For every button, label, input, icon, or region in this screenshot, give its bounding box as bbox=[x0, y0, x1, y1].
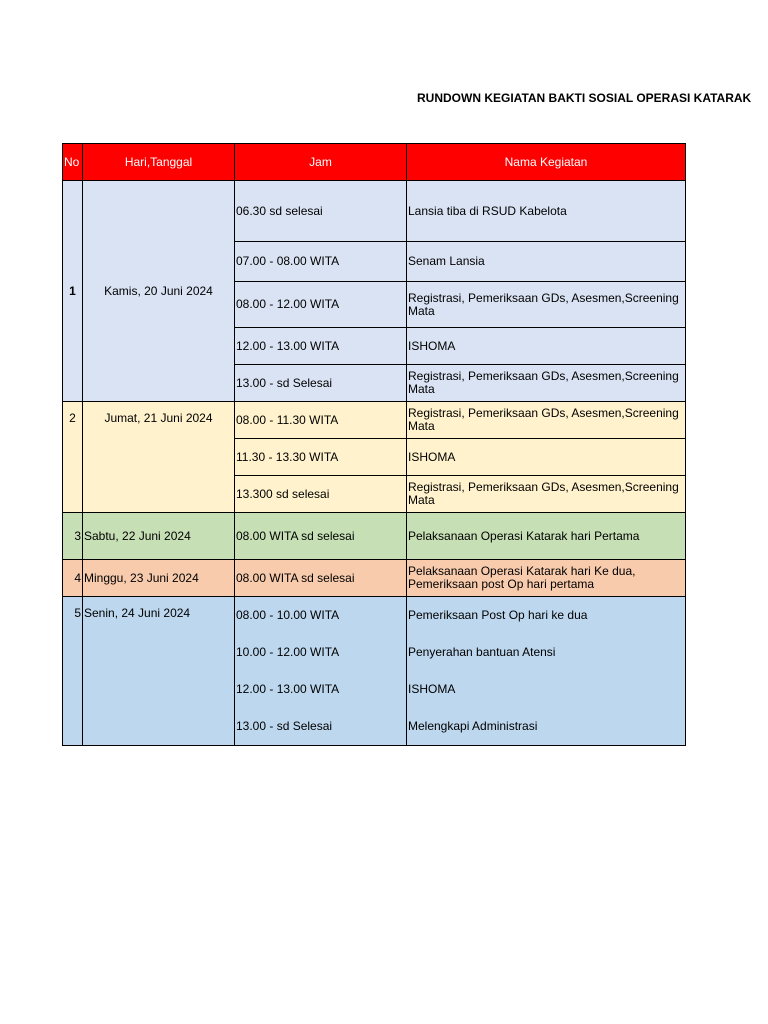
header-time: Jam bbox=[235, 144, 407, 181]
activity-cell: Registrasi, Pemeriksaan GDs, Asesmen,Screening Mata bbox=[407, 476, 686, 513]
activity-cell: Pelaksanaan Operasi Katarak hari Ke dua, Pemeriksaan post Op hari pertama bbox=[407, 560, 686, 597]
time-cell: 13.300 sd selesai bbox=[235, 476, 407, 513]
day-date: Sabtu, 22 Juni 2024 bbox=[83, 513, 235, 560]
time-cell: 12.00 - 13.00 WITA bbox=[235, 671, 407, 708]
table-row bbox=[63, 513, 686, 560]
time-cell: 08.00 WITA sd selesai bbox=[235, 560, 407, 597]
day-number: 1 bbox=[63, 181, 83, 402]
time-cell: 11.30 - 13.30 WITA bbox=[235, 439, 407, 476]
day-number: 3 bbox=[63, 513, 83, 560]
activity-cell: Melengkapi Administrasi bbox=[407, 708, 686, 746]
activity-cell: Pemeriksaan Post Op hari ke dua bbox=[407, 597, 686, 634]
rundown-table bbox=[62, 143, 686, 746]
header-no: No bbox=[63, 144, 83, 181]
time-cell: 07.00 - 08.00 WITA bbox=[235, 242, 407, 282]
time-cell: 08.00 WITA sd selesai bbox=[235, 513, 407, 560]
day-date: Minggu, 23 Juni 2024 bbox=[83, 560, 235, 597]
day-number: 5 bbox=[63, 597, 83, 746]
day-number: 4 bbox=[63, 560, 83, 597]
table-row bbox=[63, 402, 686, 439]
activity-cell: Registrasi, Pemeriksaan GDs, Asesmen,Screening Mata bbox=[407, 402, 686, 439]
day-date: Jumat, 21 Juni 2024 bbox=[83, 402, 235, 513]
time-cell: 08.00 - 11.30 WITA bbox=[235, 402, 407, 439]
time-cell: 13.00 - sd Selesai bbox=[235, 708, 407, 746]
activity-cell: Penyerahan bantuan Atensi bbox=[407, 634, 686, 671]
header-day: Hari,Tanggal bbox=[83, 144, 235, 181]
table-row bbox=[63, 597, 686, 634]
time-cell: 08.00 - 10.00 WITA bbox=[235, 597, 407, 634]
document-title: RUNDOWN KEGIATAN BAKTI SOSIAL OPERASI KATARAK bbox=[417, 91, 752, 105]
activity-cell: ISHOMA bbox=[407, 671, 686, 708]
day-date: Senin, 24 Juni 2024 bbox=[83, 597, 235, 746]
time-cell: 10.00 - 12.00 WITA bbox=[235, 634, 407, 671]
table-header-row bbox=[63, 144, 686, 181]
table-row bbox=[63, 181, 686, 242]
time-cell: 12.00 - 13.00 WITA bbox=[235, 328, 407, 365]
table-row bbox=[63, 560, 686, 597]
activity-cell: Pelaksanaan Operasi Katarak hari Pertama bbox=[407, 513, 686, 560]
activity-cell: ISHOMA bbox=[407, 439, 686, 476]
activity-cell: Lansia tiba di RSUD Kabelota bbox=[407, 181, 686, 242]
day-number: 2 bbox=[63, 402, 83, 513]
time-cell: 08.00 - 12.00 WITA bbox=[235, 282, 407, 328]
time-cell: 06.30 sd selesai bbox=[235, 181, 407, 242]
time-cell: 13.00 - sd Selesai bbox=[235, 365, 407, 402]
day-date: Kamis, 20 Juni 2024 bbox=[83, 181, 235, 402]
activity-cell: Registrasi, Pemeriksaan GDs, Asesmen,Screening Mata bbox=[407, 365, 686, 402]
activity-cell: Senam Lansia bbox=[407, 242, 686, 282]
activity-cell: Registrasi, Pemeriksaan GDs, Asesmen,Screening Mata bbox=[407, 282, 686, 328]
header-activity: Nama Kegiatan bbox=[407, 144, 686, 181]
activity-cell: ISHOMA bbox=[407, 328, 686, 365]
